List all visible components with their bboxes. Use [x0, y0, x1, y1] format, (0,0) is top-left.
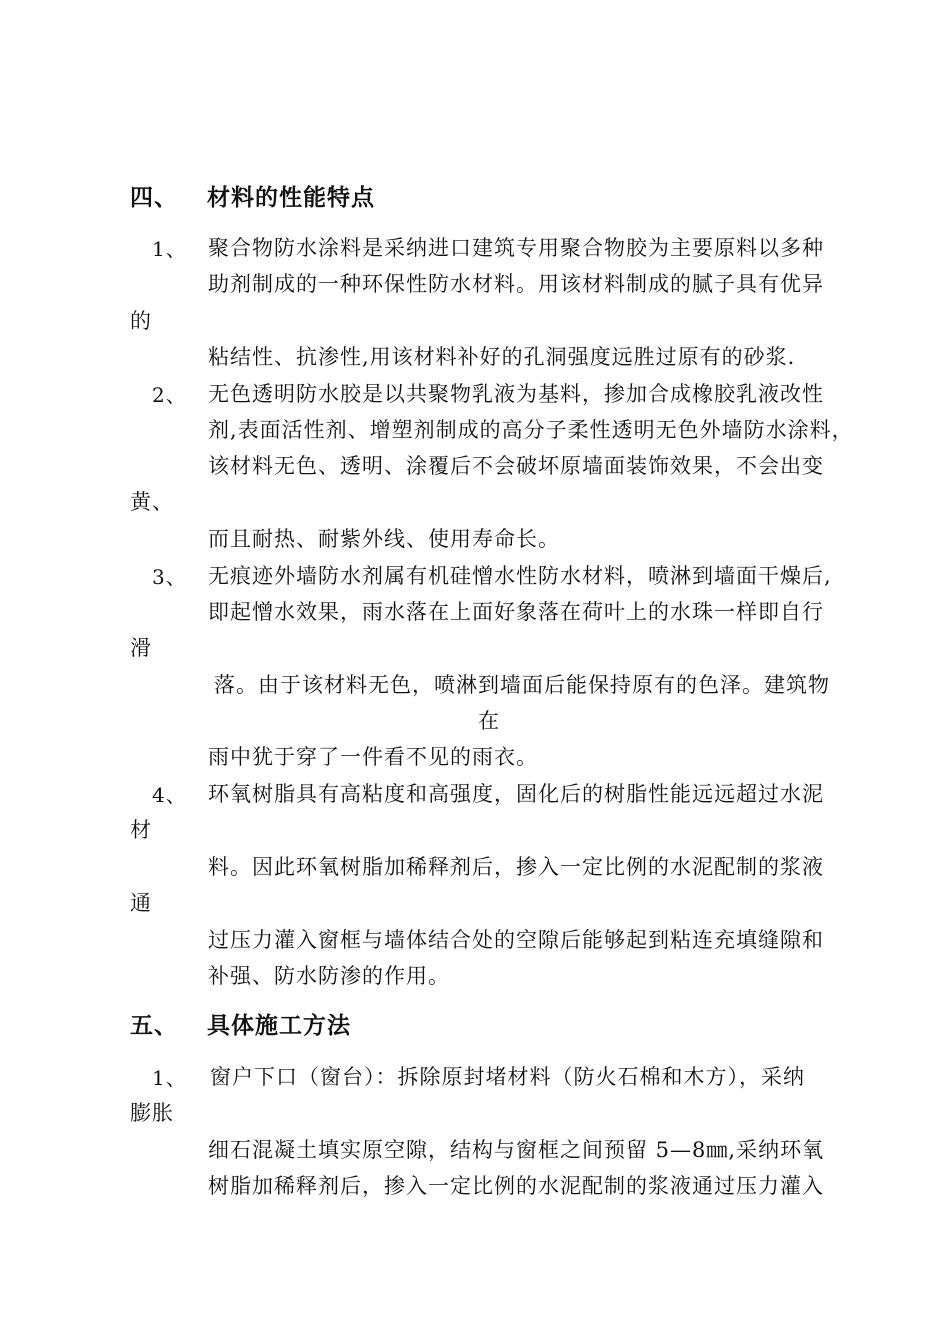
paragraph-line: 无痕迹外墙防水剂属有机硅憎水性防水材料，喷淋到墙面干燥后, — [208, 564, 832, 588]
section-number: 四、 — [130, 185, 178, 211]
paragraph-line: 聚合物防水涂料是采纳进口建筑专用聚合物胶为主要原料以多种 — [208, 236, 824, 260]
paragraph-line: 材 — [130, 818, 152, 842]
item-number: 1、 — [152, 237, 187, 261]
item-number: 2、 — [152, 383, 187, 407]
paragraph-line: 补强、防水防渗的作用。 — [208, 964, 450, 988]
paragraph-line: 落。由于该材料无色，喷淋到墙面后能保持原有的色泽。建筑物 — [214, 673, 830, 697]
item-number: 4、 — [152, 783, 187, 807]
paragraph-line: 而且耐热、耐紫外线、使用寿命长。 — [208, 527, 560, 551]
item-number: 1、 — [152, 1066, 187, 1090]
paragraph-line: 树脂加稀释剂后，掺入一定比例的水泥配制的浆液通过压力灌入 — [208, 1174, 824, 1198]
paragraph-line: 剂,表面活性剂、增塑剂制成的高分子柔性透明无色外墙防水涂料， — [208, 418, 854, 442]
item-number: 3、 — [152, 565, 187, 589]
paragraph-line: 该材料无色、透明、涂覆后不会破坏原墙面装饰效果，不会出变 — [208, 454, 824, 478]
paragraph-line: 助剂制成的一种环保性防水材料。用该材料制成的腻子具有优异 — [208, 272, 824, 296]
paragraph-line: 无色透明防水胶是以共聚物乳液为基料，掺加合成橡胶乳液改性 — [208, 382, 824, 406]
paragraph-line: 料。因此环氧树脂加稀释剂后，掺入一定比例的水泥配制的浆液 — [208, 855, 824, 879]
paragraph-line: 雨中犹于穿了一件看不见的雨衣。 — [208, 745, 538, 769]
paragraph-line: 即起憎水效果，雨水落在上面好象落在荷叶上的水珠一样即自行 — [208, 600, 824, 624]
paragraph-line: 细石混凝土填实原空隙，结构与窗框之间预留 5—8㎜,采纳环氧 — [208, 1138, 825, 1162]
paragraph-line: 的 — [130, 309, 152, 333]
paragraph-line: 过压力灌入窗框与墙体结合处的空隙后能够起到粘连充填缝隙和 — [208, 928, 824, 952]
paragraph-line: 黄、 — [130, 490, 174, 514]
section-title: 材料的性能特点 — [207, 185, 375, 211]
section-title: 具体施工方法 — [207, 1013, 351, 1039]
paragraph-line: 环氧树脂具有高粘度和高强度，固化后的树脂性能远远超过水泥 — [208, 782, 824, 806]
paragraph-line: 在 — [478, 709, 500, 733]
paragraph-line: 滑 — [130, 636, 152, 660]
paragraph-line: 膨胀 — [130, 1101, 174, 1125]
paragraph-line: 窗户下口（窗台）：拆除原封堵材料（防火石棉和木方），采纳 — [210, 1065, 805, 1089]
paragraph-line: 粘结性、抗渗性,用该材料补好的孔洞强度远胜过原有的砂浆. — [208, 345, 796, 369]
section-number: 五、 — [130, 1013, 178, 1039]
paragraph-line: 通 — [130, 891, 152, 915]
